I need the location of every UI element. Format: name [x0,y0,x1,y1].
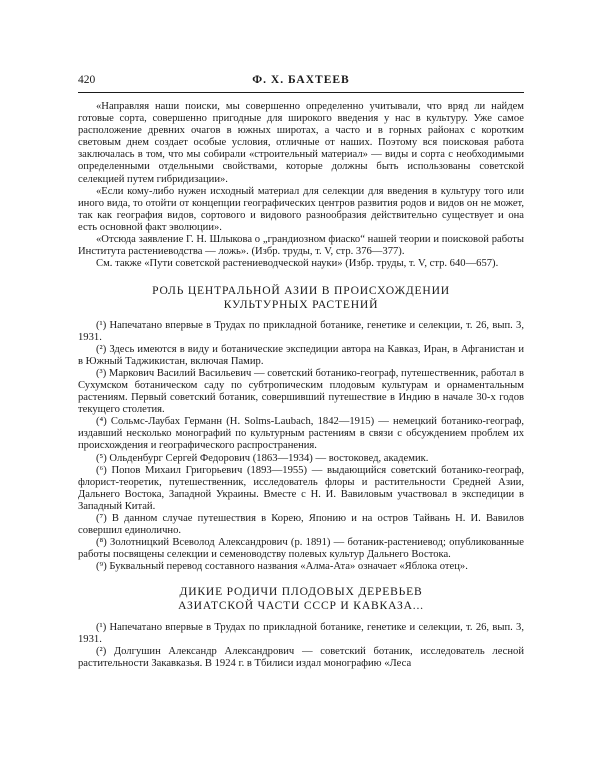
running-head: Ф. Х. БАХТЕЕВ [252,74,350,86]
quote-paragraph: «Если кому-либо нужен исходный материал для селекции для введения в культуру того или иного вида, то отойти от концепции географических центров развития родов и видов он не может, так как география видов, сортового и видового разнообразия действительно существует и она есть основной факт эволюции». [78,185,524,233]
section-heading-central-asia [78,284,524,311]
footnote: (³) Маркович Василий Васильевич — советский ботанико-географ, путешественник, работал в Сухумском ботаническом саду по субтропическим плодовым культурам и орнаментальным растениям. Первый советский ботаник, совершивший путешествие в Индию в начале 30-х годов текущего столетия. [78,367,524,416]
footnote: (¹) Напечатано впервые в Трудах по прикладной ботанике, генетике и селекции, т. 26, вып. 3, 1931. [78,319,524,343]
section-title-line: ДИКИЕ РОДИЧИ ПЛОДОВЫХ ДЕРЕВЬЕВ [179,585,423,599]
footnote: (²) Долгушин Александр Александрович — советский ботаник, исследователь лесной растительности Закавказья. В 1924 г. в Тбилиси издал монографию «Леса [78,645,524,669]
section-title-line: РОЛЬ ЦЕНТРАЛЬНОЙ АЗИИ В ПРОИСХОЖДЕНИИ [152,284,450,298]
footnote: (⁶) Попов Михаил Григорьевич (1893—1955) — выдающийся советский ботанико-географ, флорист-теоретик, путешественник, исследователь флоры и растительности Средней Азии, Дальнего Востока, Западной Украины. Вместе с Н. И. Вавиловым участвовал в экспедиции в Западный Китай. [78,464,524,512]
page-body [78,101,524,670]
footnote: (⁷) В данном случае путешествия в Корею, Японию и на остров Тайвань Н. И. Вавилов совершил единолично. [78,513,524,537]
header-rule [78,92,524,93]
quote-paragraph: «Отсюда заявление Г. Н. Шлыкова о „грандиозном фиаско“ нашей теории и поисковой работы Института растениеводства — ложь». (Избр. труды, т. V, стр. 376—377). [78,234,524,258]
quote-paragraph: См. также «Пути советской растениеводческой науки» (Избр. труды, т. V, стр. 640—657). [96,258,499,270]
section-heading-wild-relatives [78,585,524,612]
footnote: (²) Здесь имеются в виду и ботанические экспедиции автора на Кавказ, Иран, в Афганистан и в Южный Таджикистан, включая Памир. [78,343,524,367]
footnote: (⁹) Буквальный перевод составного названия «Алма-Ата» означает «Яблока отец». [96,561,468,573]
section-title-line: КУЛЬТУРНЫХ РАСТЕНИЙ [223,297,379,311]
quote-paragraph: «Направляя наши поиски, мы совершенно определенно учитывали, что вряд ли найдем готовые сорта, совершенно пригодные для широкого введения у нас в культуру. Уже самое расположение древних очагов в южных широтах, а часто и в горных районах с коротким световым днем создает особые условия, отличные от наших. Поэтому вся поисковая работа заключалась в том, что мы собирали «строительный материал» — виды и сорта с необходимыми определенными отдельными свойствами, которые должны быть использованы советской селекцией путем гибридизации». [78,101,524,185]
footnote: (⁵) Ольденбург Сергей Федорович (1863—1934) — востоковед, академик. [96,452,429,464]
notes-wild-relatives [78,622,524,670]
footnote: (⁴) Сольмс-Лаубах Германн (H. Solms-Laubach, 1842—1915) — немецкий ботанико-географ, издавший несколько монографий по культурным растениям в связи с обсуждением проблем их происхождения и географического распространения. [78,416,524,452]
notes-central-asia [78,320,524,574]
section-title-line: АЗИАТСКОЙ ЧАСТИ СССР И КАВКАЗА... [178,599,424,613]
page-header [78,74,524,90]
page-number: 420 [78,74,96,86]
footnote: (¹) Напечатано впервые в Трудах по прикладной ботанике, генетике и селекции, т. 26, вып. 3, 1931. [78,621,524,645]
footnote: (⁸) Золотницкий Всеволод Александрович (р. 1891) — ботаник-растениевод; опубликованные работы посвящены селекции и семеноводству полевых культур Дальнего Востока. [78,537,524,561]
quote-block [78,101,524,270]
